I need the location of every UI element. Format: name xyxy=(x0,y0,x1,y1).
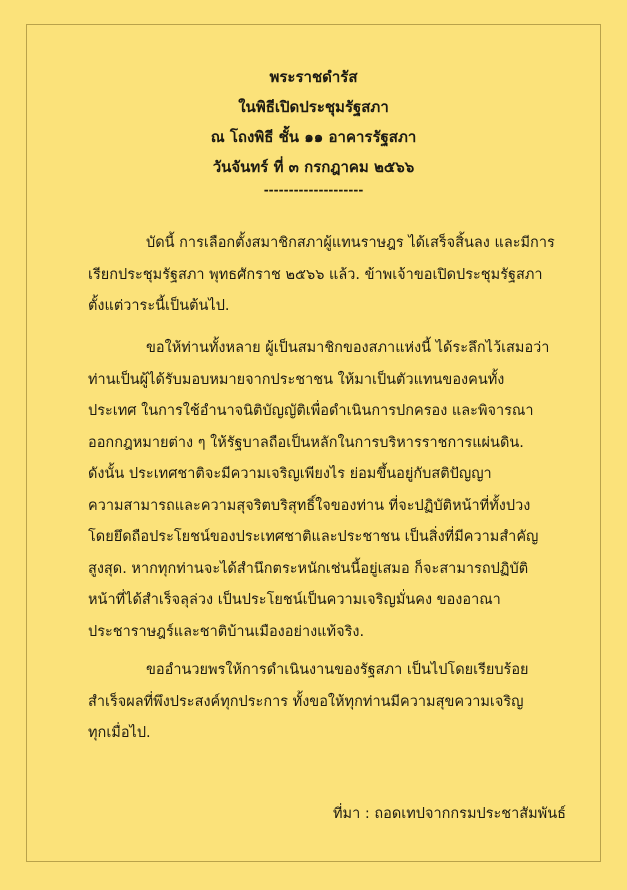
paragraph-line: หน้าที่ได้สำเร็จลุล่วง เป็นประโยชน์เป็นความเจริญมั่นคง ของอาณา xyxy=(88,592,501,608)
heading-title: พระราชดำรัส xyxy=(269,68,358,86)
heading-divider: -------------------- xyxy=(263,183,364,197)
paragraph-line: ออกกฎหมายต่าง ๆ ให้รัฐบาลถือเป็นหลักในการบริหารราชการแผ่นดิน. xyxy=(88,434,524,451)
paragraph-line: เรียกประชุมรัฐสภา พุทธศักราช ๒๕๖๖ แล้ว. ข้าพเจ้าขอเปิดประชุมรัฐสภา xyxy=(88,266,543,283)
paragraph-line: ขอให้ท่านทั้งหลาย ผู้เป็นสมาชิกของสภาแห่งนี้ ได้ระลึกไว้เสมอว่า xyxy=(146,340,550,356)
paragraph-line: ทุกเมื่อไป. xyxy=(88,725,151,741)
source-credit: ที่มา : ถอดเทปจากกรมประชาสัมพันธ์ xyxy=(332,806,566,822)
paragraph-line: ท่านเป็นผู้ได้รับมอบหมายจากประชาชน ให้มาเป็นตัวแทนของคนทั้ง xyxy=(88,371,505,388)
paragraph-1 xyxy=(88,228,575,323)
paragraph-line: ขออำนวยพรให้การดำเนินงานของรัฐสภา เป็นไปโดยเรียบร้อย xyxy=(146,662,529,678)
heading-date: วันจันทร์ ที่ ๓ กรกฎาคม ๒๕๖๖ xyxy=(212,158,415,176)
paragraph-line: ประเทศ ในการใช้อำนาจนิติบัญญัติเพื่อดำเนินการปกครอง และพิจารณา xyxy=(88,403,534,419)
paragraph-2 xyxy=(88,333,575,648)
paragraph-line: ดังนั้น ประเทศชาติจะมีความเจริญเพียงไร ย่อมขึ้นอยู่กับสติปัญญา xyxy=(88,466,492,482)
speech-heading xyxy=(0,62,627,198)
heading-venue: ณ โถงพิธี ชั้น ๑๑ อาคารรัฐสภา xyxy=(210,128,417,146)
paragraph-line: ตั้งแต่วาระนี้เป็นต้นไป. xyxy=(88,298,230,314)
paragraph-line: สำเร็จผลที่พึงประสงค์ทุกประการ ทั้งขอให้ทุกท่านมีความสุขความเจริญ xyxy=(88,693,524,710)
paragraph-3 xyxy=(88,655,575,750)
paragraph-line: โดยยึดถือประโยชน์ของประเทศชาติและประชาชน เป็นสิ่งที่มีความสำคัญ xyxy=(88,529,539,545)
paragraph-line: สูงสุด. หากทุกท่านจะได้สำนึกตระหนักเช่นนี้อยู่เสมอ ก็จะสามารถปฏิบัติ xyxy=(88,560,529,577)
paragraph-line: บัดนี้ การเลือกตั้งสมาชิกสภาผู้แทนราษฎร ได้เสร็จสิ้นลง และมีการ xyxy=(146,235,555,251)
paragraph-line: ประชาราษฎร์และชาติบ้านเมืองอย่างแท้จริง. xyxy=(88,623,365,640)
paragraph-line: ความสามารถและความสุจริตบริสุทธิ์ใจของท่าน ที่จะปฏิบัติหน้าที่ทั้งปวง xyxy=(88,497,531,514)
heading-occasion: ในพิธีเปิดประชุมรัฐสภา xyxy=(238,98,389,116)
